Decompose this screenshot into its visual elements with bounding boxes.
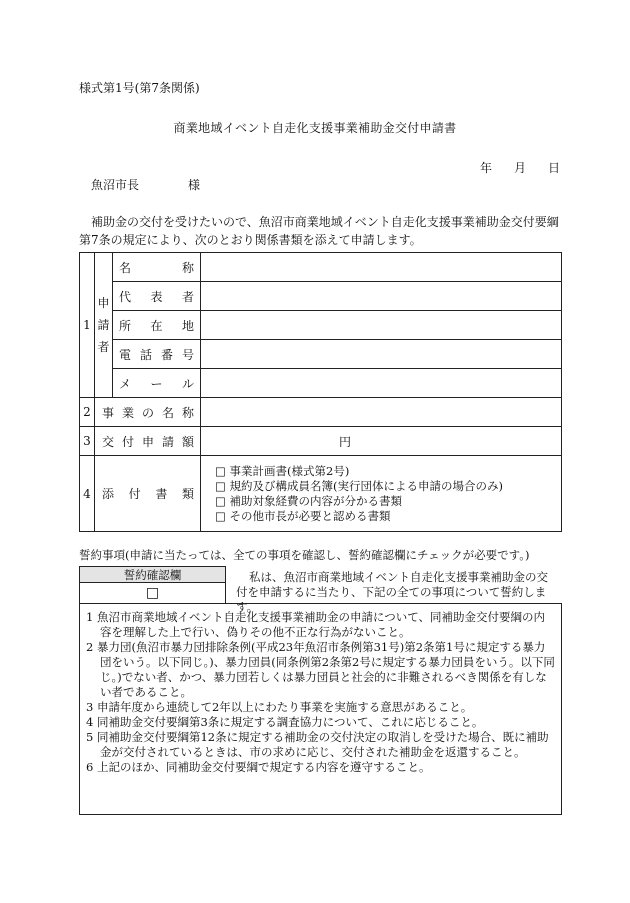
field-label-name: 名 称 [113, 253, 201, 282]
field-value-representative[interactable] [201, 282, 562, 311]
oath-checkbox-cell[interactable] [79, 582, 226, 604]
applicant-label: 申 請 者 [95, 253, 113, 398]
field-value-name[interactable] [201, 253, 562, 282]
attachment-checkbox-plan[interactable]: □ 事業計画書(様式第2号) [215, 463, 350, 478]
field-value-project-name[interactable] [201, 398, 562, 427]
field-label-phone: 電 話 番 号 [113, 340, 201, 369]
form-number: 様式第1号(第7条関係) [79, 81, 200, 95]
oath-item-1: 1 魚沼市商業地域イベント自走化支援事業補助金の申請について、同補助金交付要綱の内容を理解した上で行い、偽りその他不正な行為がないこと。 [86, 610, 546, 639]
oath-check-label: 誓約確認欄 [79, 566, 226, 583]
addressee-name: 魚沼市長 [91, 178, 140, 192]
addressee-honorific: 様 [188, 178, 201, 192]
date-month-label: 月 [514, 161, 527, 175]
field-label-attachments: 添 付 書 類 [95, 456, 201, 532]
oath-items-box [79, 603, 562, 815]
attachments-list [201, 456, 562, 532]
oath-item-6: 6 上記のほか、同補助金交付要綱で規定する内容を遵守すること。 [86, 760, 431, 774]
row-number-4: 4 [80, 456, 95, 532]
field-value-requested-amount[interactable] [201, 427, 562, 456]
intro-line-2: 第7条の規定により、次のとおり関係書類を添えて申請します。 [79, 233, 422, 247]
yen-unit: 円 [339, 434, 352, 449]
field-label-project-name: 事 業 の 名 称 [95, 398, 201, 427]
field-value-email[interactable] [201, 369, 562, 398]
field-label-address: 所 在 地 [113, 311, 201, 340]
attachment-checkbox-expenses[interactable]: □ 補助対象経費の内容が分かる書類 [215, 493, 403, 508]
attachment-checkbox-other[interactable]: □ その他市長が必要と認める書類 [215, 508, 391, 523]
intro-line-1: 補助金の交付を受けたいので、魚沼市商業地域イベント自走化支援事業補助金交付要綱 [91, 215, 559, 229]
row-number-1: 1 [80, 253, 95, 398]
oath-item-4: 4 同補助金交付要綱第3条に規定する調査協力について、これに応じること。 [86, 715, 484, 729]
oath-item-5: 5 同補助金交付要綱第12条に規定する補助金の交付決定の取消しを受けた場合、既に補助金が交付されているときは、市の求めに応じ、交付された補助金を返還すること。 [86, 730, 549, 759]
oath-heading: 誓約事項(申請に当たっては、全ての事項を確認し、誓約確認欄にチェックが必要です。) [79, 548, 530, 562]
field-label-representative: 代 表 者 [113, 282, 201, 311]
oath-checkbox[interactable]: □ [145, 585, 160, 601]
field-value-address[interactable] [201, 311, 562, 340]
oath-item-3: 3 申請年度から連続して2年以上にわたり事業を実施する意思があること。 [86, 700, 473, 714]
field-label-email: メ ー ル [113, 369, 201, 398]
field-label-requested-amount: 交 付 申 請 額 [95, 427, 201, 456]
attachment-checkbox-bylaws[interactable]: □ 規約及び構成員名簿(実行団体による申請の場合のみ) [215, 478, 503, 493]
row-number-3: 3 [80, 427, 95, 456]
field-value-phone[interactable] [201, 340, 562, 369]
oath-statement: 私は、魚沼市商業地域イベント自走化支援事業補助金の交付を申請するに当たり、下記の全ての事項について誓約します。 [236, 570, 548, 614]
row-number-2: 2 [80, 398, 95, 427]
oath-item-2: 2 暴力団(魚沼市暴力団排除条例(平成23年魚沼市条例第31号)第2条第1号に規定する暴力団をいう。以下同じ。)、暴力団員(同条例第2条第2号に規定する暴力団員をいう。以下同じ。)でない者、かつ、暴力団若しくは暴力団員と社会的に非難されるべき関係を有しない者であること。 [86, 640, 555, 699]
date-year-label: 年 [480, 161, 493, 175]
application-table [79, 252, 562, 532]
date-day-label: 日 [548, 161, 561, 175]
page-title: 商業地域イベント自走化支援事業補助金交付申請書 [173, 121, 457, 135]
